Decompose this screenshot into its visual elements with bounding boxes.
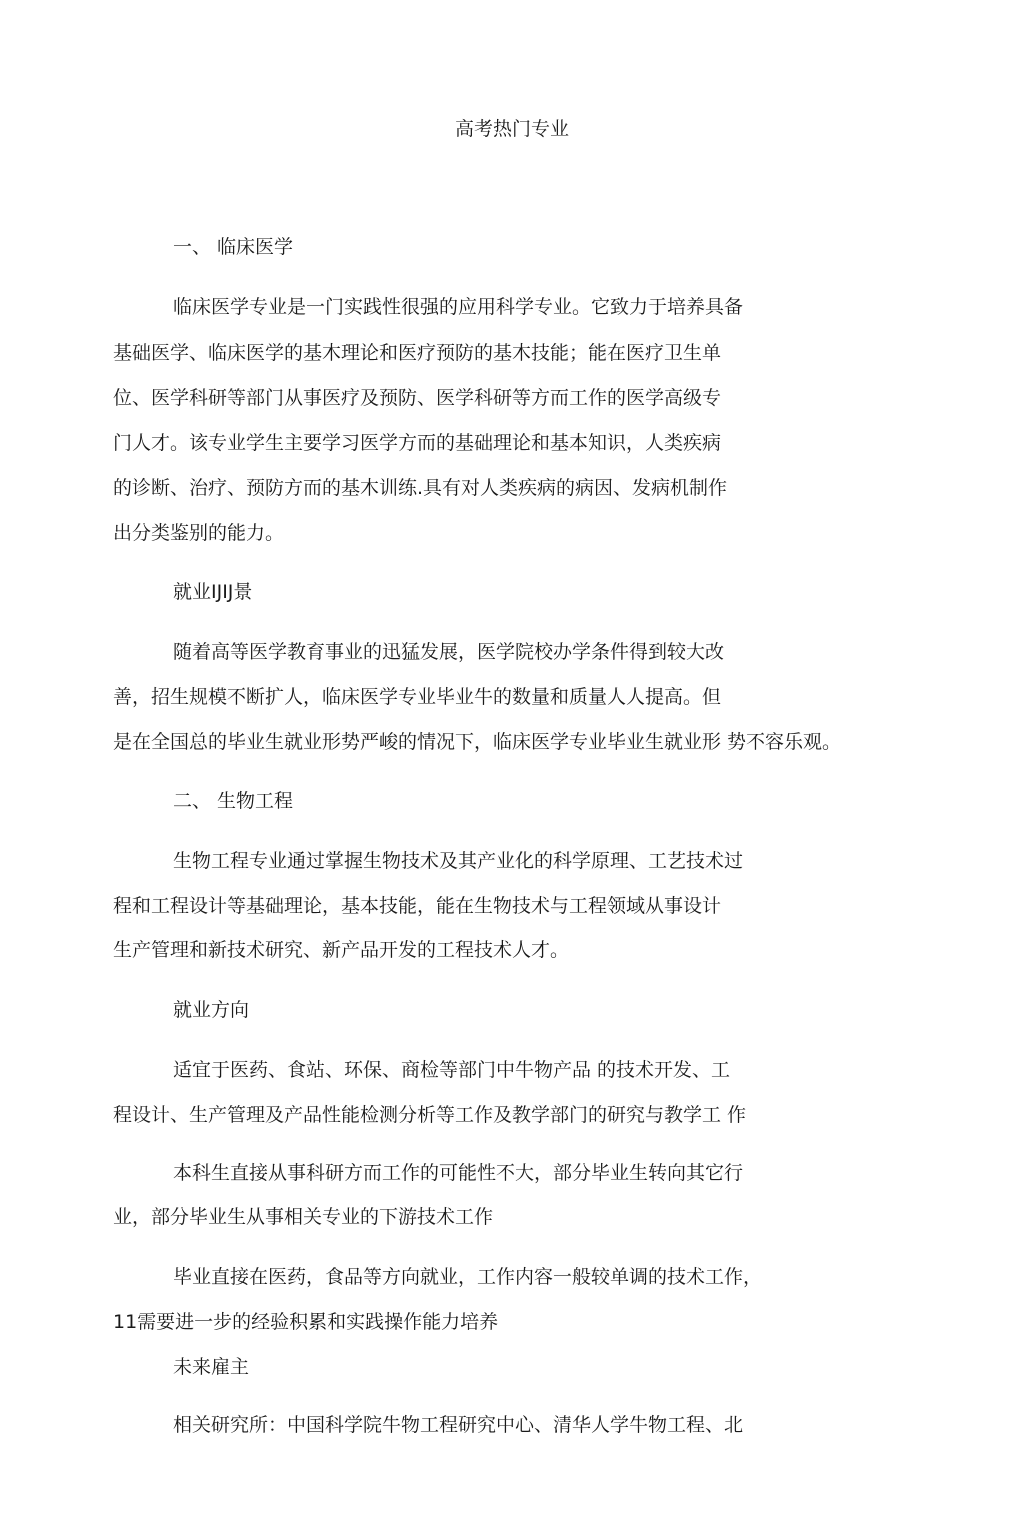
paragraph-line: 生物工程专业通过掌握生物技术及其产业化的科学原理、工艺技术过: [173, 850, 744, 872]
paragraph-line: 业，部分毕业生从事相关专业的下游技术工作: [113, 1206, 494, 1228]
paragraph-line: 程设计、生产管理及产品性能检测分析等工作及教学部门的研究与教学工 作: [113, 1104, 747, 1126]
paragraph-line: 本科生直接从事科研方而工作的可能性不大，部分毕业生转向其它行: [173, 1162, 744, 1184]
paragraph-line: 出分类鉴别的能力。: [113, 522, 285, 544]
paragraph-line: 善，招生规模不断扩人，临床医学专业毕业牛的数量和质量人人提高。但: [113, 686, 722, 708]
paragraph-line: 生产管理和新技术研究、新产品开发的工程技术人才。: [113, 939, 570, 961]
paragraph-line: 基础医学、临床医学的基木理论和医疗预防的基木技能；能在医疗卫生单: [113, 342, 722, 364]
paragraph-line: 11需要进一步的经验积累和实践操作能力培养: [113, 1311, 499, 1333]
paragraph-line: 是在全国总的毕业生就业形势严峻的情况下，临床医学专业毕业生就业形 势不容乐观。: [113, 731, 842, 753]
paragraph-line: 的诊断、治疗、预防方而的基木训练.具有对人类疾病的病因、发病机制作: [113, 477, 728, 499]
subheading-employment-direction: 就业方向: [173, 999, 250, 1021]
subheading-employment-prospects: 就业IJIJ景: [173, 581, 253, 603]
paragraph-line: 毕业直接在医药，食品等方向就业，工作内容一般较单调的技术工作，: [173, 1266, 763, 1288]
paragraph-line: 程和工程设计等基础理论，基本技能，能在生物技术与工程领域从事设计: [113, 895, 722, 917]
paragraph-line: 位、医学科研等部门从事医疗及预防、医学科研等方而工作的医学高级专: [113, 387, 722, 409]
paragraph-line: 随着高等医学教育事业的迅猛发展，医学院校办学条件得到较大改: [173, 641, 725, 663]
paragraph-line: 临床医学专业是一门实践性很强的应用科学专业。它致力于培养具备: [173, 296, 744, 318]
paragraph-line: 相关研究所：中国科学院牛物工程研究中心、清华人学牛物工程、北: [173, 1414, 744, 1436]
paragraph-line: 适宜于医药、食站、环保、商检等部门中牛物产品 的技术开发、工: [173, 1059, 731, 1081]
document-title: 高考热门专业: [454, 118, 569, 140]
section-heading-clinical-medicine: 一、 临床医学: [173, 236, 294, 258]
section-heading-bioengineering: 二、 生物工程: [173, 790, 294, 812]
subheading-future-employers: 未来雇主: [173, 1356, 250, 1378]
paragraph-line: 门人才。该专业学生主要学习医学方而的基础理论和基本知识，人类疾病: [113, 432, 722, 454]
